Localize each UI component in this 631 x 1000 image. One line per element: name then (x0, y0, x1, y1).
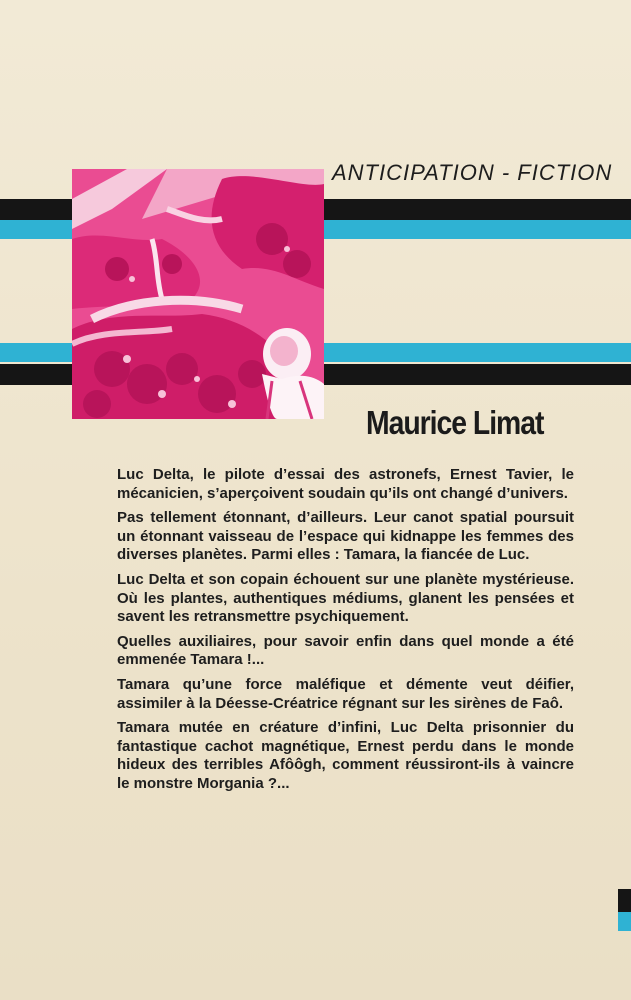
spine-edge-mark-cyan (618, 912, 631, 931)
blurb-paragraph: Tamara mutée en créature d’infini, Luc Delta prisonnier du fantastique cachot magnétique, Ernest perdu dans le monde hideux des terribles Afôôgh, comment réussiront-ils à vaincre le monstre Morgania ?... (117, 719, 574, 792)
blurb-paragraph: Pas tellement étonnant, d’ailleurs. Leur canot spatial poursuit un étonnant vaisseau de l’espace qui kidnappe les femmes des diverses planètes. Parmi elles : Tamara, la fiancée de Luc. (117, 509, 574, 564)
blurb-paragraph: Tamara qu’une force maléfique et démente veut déifier, assimiler à la Déesse-Créatrice régnant sur les sirènes de Faô. (117, 675, 574, 712)
series-title: ANTICIPATION - FICTION (332, 160, 613, 185)
blurb-text (117, 466, 574, 800)
blurb-paragraph: Luc Delta et son copain échouent sur une planète mystérieuse. Où les plantes, authentiques médiums, glanent les pensées et savent les retransmettre psychiquement. (117, 570, 574, 626)
author-name: Maurice Limat (366, 404, 544, 441)
cover-illustration (72, 169, 324, 419)
blurb-paragraph: Quelles auxiliaires, pour savoir enfin dans quel monde a été emmenée Tamara !... (117, 632, 574, 669)
blurb-paragraph: Luc Delta, le pilote d’essai des astronefs, Ernest Tavier, le mécanicien, s’aperçoivent soudain qu’ils ont changé d’univers. (117, 466, 574, 502)
alien-landscape-icon (72, 169, 324, 419)
